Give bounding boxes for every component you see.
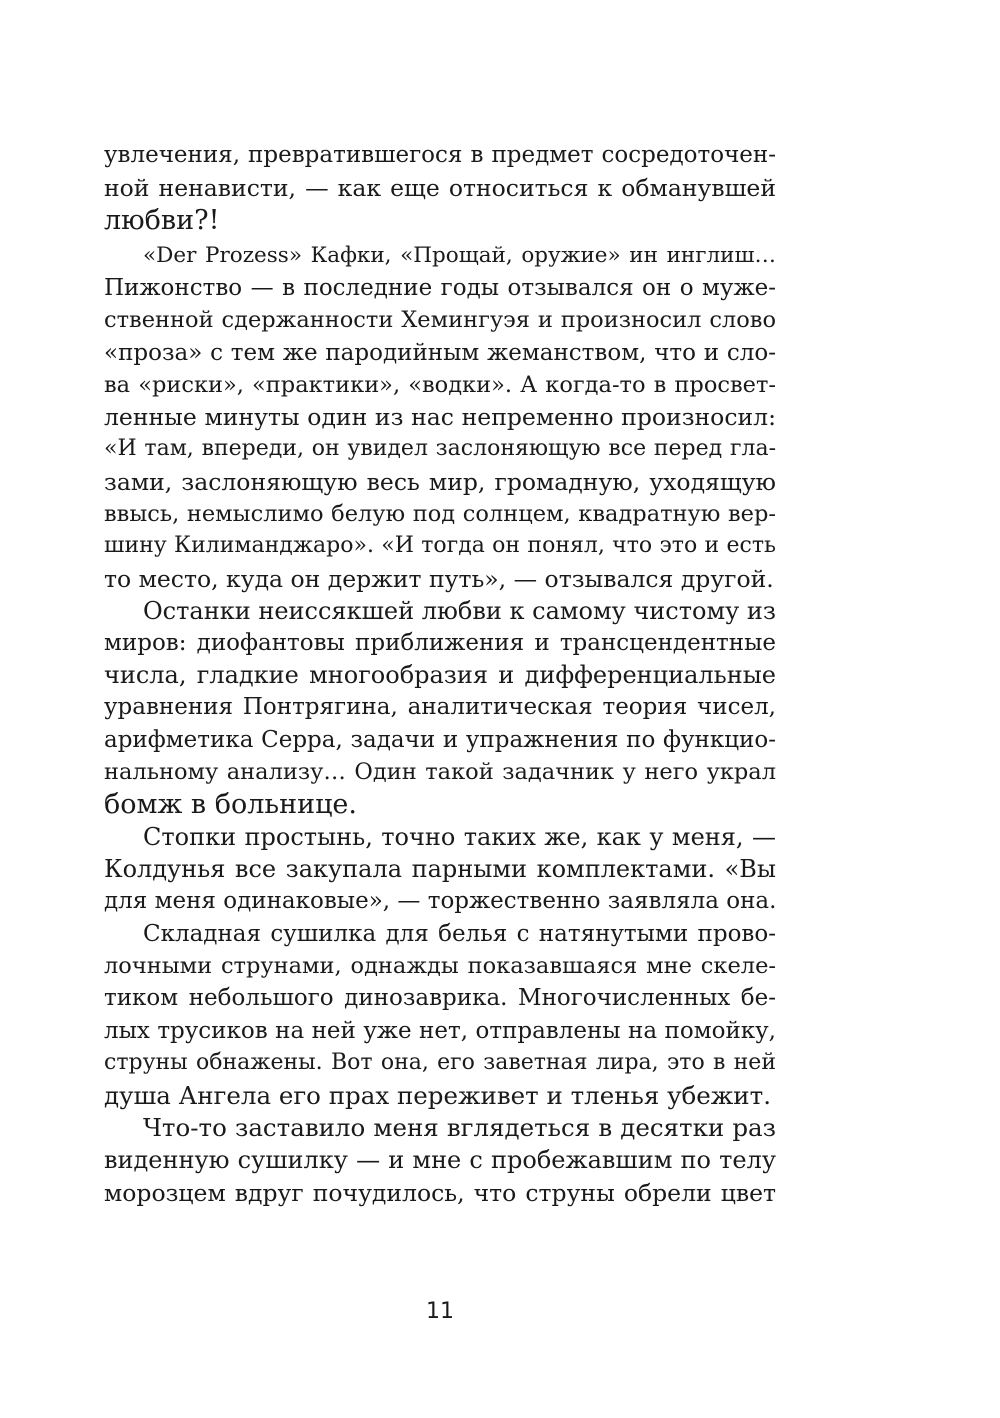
text-line: «И там, впереди, он увидел заслоняющую все перед гла- — [104, 436, 776, 461]
text-line: нальному анализу… Один такой задачник у него украл — [104, 759, 776, 785]
page-number: 11 — [426, 1299, 454, 1324]
text-line: уравнения Понтрягина, аналитическая теория чисел, — [104, 694, 776, 720]
text-line: увлечения, превратившегося в предмет сосредоточен- — [104, 142, 776, 168]
text-line: тиком небольшого динозаврика. Многочисленных бе- — [104, 985, 776, 1011]
text-line: числа, гладкие многообразия и дифференциальные — [104, 661, 776, 689]
text-line: миров: диофантовы приближения и трансцендентные — [104, 630, 776, 656]
text-line: Что-то заставило меня вглядеться в десятки раз — [143, 1113, 776, 1142]
text-line: душа Ангела его прах переживет и тленья убежит. — [104, 1081, 771, 1110]
text-line: ственной сдержанности Хемингуэя и произносил слово — [104, 307, 776, 333]
text-line: для меня одинаковые», — торжественно заявляла она. — [104, 888, 777, 914]
text-line: лочными струнами, однажды показавшаяся мне скеле- — [104, 953, 776, 979]
text-line: лых трусиков на ней уже нет, отправлены на помойку, — [104, 1018, 776, 1044]
text-line: Колдунья все закупала парными комплектами. «Вы — [104, 855, 776, 883]
text-line: любви?! — [104, 205, 220, 236]
text-line: Стопки простынь, точно таких же, как у меня, — — [143, 823, 776, 851]
text-line: Складная сушилка для белья с натянутыми прово- — [143, 921, 776, 947]
text-line: струны обнажены. Вот она, его заветная лира, это в ней — [104, 1050, 776, 1075]
text-line: морозцем вдруг почудилось, что струны обрели цвет — [104, 1179, 776, 1207]
text-line: ной ненависти, — как еще относиться к обманувшей — [104, 174, 776, 202]
text-line: ввысь, немыслимо белую под солнцем, квадратную вер- — [104, 501, 776, 527]
text-line: зами, заслоняющую весь мир, громадную, уходящую — [104, 468, 776, 496]
text-line: ленные минуты один из нас непременно произносил: — [104, 403, 776, 431]
text-line: Останки неиссякшей любви к самому чистому из — [143, 597, 776, 625]
text-line: арифметика Серра, задачи и упражнения по функцио- — [104, 727, 776, 753]
text-line: ва «риски», «практики», «водки». А когда-то в просвет- — [104, 372, 776, 398]
text-line: «Der Prozess» Кафки, «Прощай, оружие» ин инглиш… — [143, 243, 776, 268]
text-line: бомж в больнице. — [104, 789, 357, 820]
text-line: виденную сушилку — и мне с пробежавшим по телу — [104, 1146, 776, 1174]
text-line: Пижонство — в последние годы отзывался он о муже- — [104, 275, 776, 301]
text-line: шину Килиманджаро». «И тогда он понял, что это и есть — [104, 533, 776, 558]
text-line: «проза» с тем же пародийным жеманством, что и сло- — [104, 340, 776, 366]
text-line: то место, куда он держит путь», — отзывался другой. — [104, 565, 774, 593]
